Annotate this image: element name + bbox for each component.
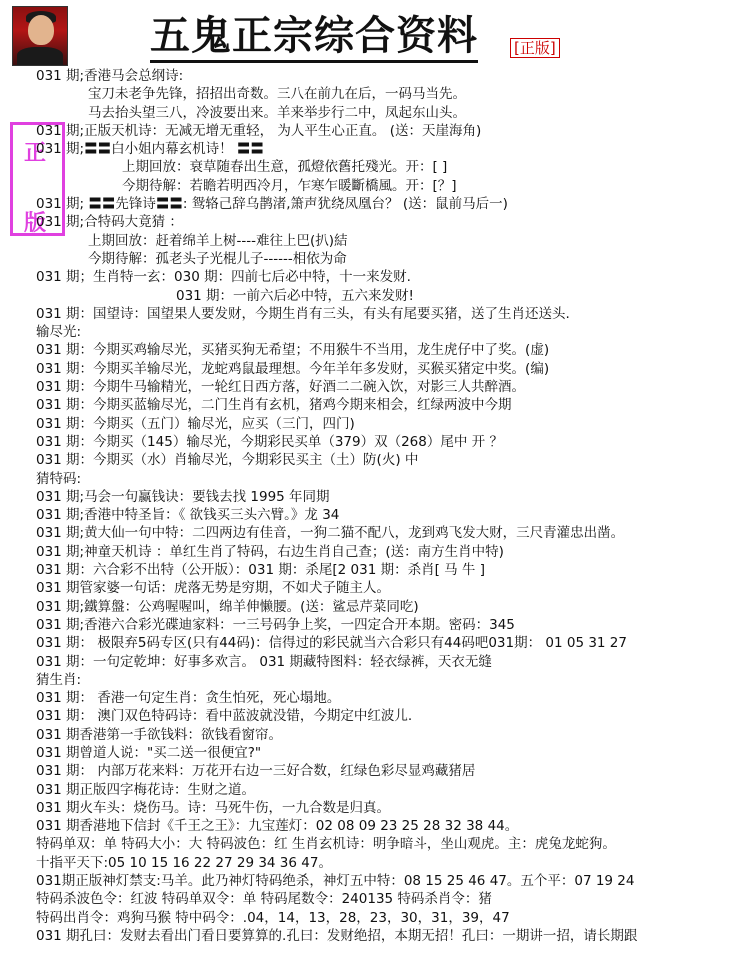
text-line: 031 期管家婆一句话：虎落无势是穷期，不如犬子随主人。 xyxy=(36,580,391,597)
edition-badge: [正版] xyxy=(510,38,560,58)
text-line: 031 期：六合彩不出特（公开版）：031 期：杀尾[2 031 期：杀肖[ 马 牛 ] xyxy=(36,562,485,579)
text-line: 031 期正版四字梅花诗：生财之道。 xyxy=(36,781,256,798)
text-line: 上期回放：赶着绵羊上树----难往上巴(扒)結 xyxy=(88,232,348,249)
text-line: 特码出肖令：鸡狗马猴 特中码令：.04，14，13，28，23，30，31，39，47 xyxy=(36,909,510,926)
text-line: 031 期;神童天机诗 ：单红生肖了特码，右边生肖自己查；(送：南方生肖中特) xyxy=(36,543,504,560)
page-title: 五鬼正宗综合资料 xyxy=(150,14,478,63)
avatar-photo xyxy=(12,6,68,66)
text-line: 031 期香港第一手欲钱料：欲钱看窗帘。 xyxy=(36,726,283,743)
text-line: 031 期孔曰：发财去看出门看日要算算的.孔曰：发财绝招，本期无招！孔曰：一期讲一招，请长期跟 xyxy=(36,927,638,944)
text-line: 031 期：今期买（水）肖输尽光，今期彩民买主（土）防(火) 中 xyxy=(36,452,419,469)
text-line: 031 期;香港六合彩光碟迪家料：一三号码争上奖，一四定合开本期。密码：345 xyxy=(36,616,515,633)
text-line: 031 期;鐵算盤：公鸡喔喔叫，绵羊伸懒腰。(送：鲨忌芹菜同吃) xyxy=(36,598,419,615)
text-line: 031 期：今期买蓝输尽光，二门生肖有玄机，猪鸡今期来相会，红绿两波中今期 xyxy=(36,397,512,414)
text-line: 031 期;〓〓白小姐内幕玄机诗！ 〓〓 xyxy=(36,141,264,158)
text-line: 031 期;黄大仙一句中特：二四两边有佳音，一狗二猫不配八，龙到鸡飞发大财，三尺青灌忠出凿。 xyxy=(36,525,625,542)
text-line: 031 期：今期买（五门）输尽光，应买（三门，四门) xyxy=(36,415,355,432)
text-line: 031 期;香港中特圣旨：《 欲钱买三头六臂。》龙 34 xyxy=(36,507,340,524)
side-mark-1: 正 xyxy=(24,141,47,166)
document-body xyxy=(36,67,736,945)
text-line: 031 期：一句定乾坤：好事多欢言。 031 期藏特图料：轻衣绿裤，天衣无缝 xyxy=(36,653,492,670)
text-line: 特码杀波色令：红波 特码单双令：单 特码尾数令：240135 特码杀肖令：猪 xyxy=(36,891,492,908)
text-line: 031 期： 内部万花来料：万花开右边一三好合数，红绿色彩尽显鸡藏猪居 xyxy=(36,763,476,780)
avatar-face xyxy=(28,15,54,45)
text-line: 猜生肖: xyxy=(36,671,82,688)
text-line: 031 期： 极限弃5码专区(只有44码)：信得过的彩民就当六合彩只有44码吧031期： 01 05 31 27 xyxy=(36,635,627,652)
text-line: 猜特码: xyxy=(36,470,82,487)
text-line: 今期待解：孤老头子光棍儿子------相依为命 xyxy=(88,250,347,267)
text-line: 宝刀未老争先锋，招招出奇数。三八在前九在后，一码马当先。 xyxy=(88,86,466,103)
text-line: 上期回放：衰草随春出生意，孤燈依舊托殘光。开：[ ] xyxy=(122,159,448,176)
text-line: 031 期： 澳门双色特码诗：看中蓝波就没错，今期定中红波儿. xyxy=(36,708,413,725)
text-line: 031期正版神灯禁支:马羊。此乃神灯特码绝杀，神灯五中特：08 15 25 46 47。五个平：07 19 24 xyxy=(36,873,635,890)
text-line: 031 期;马会一句赢钱诀：要钱去找 1995 年同期 xyxy=(36,488,330,505)
text-line: 031 期；生肖特一玄：030 期：四前七后必中特，十一来发财. xyxy=(36,269,411,286)
text-line: 031 期; 〓〓先锋诗〓〓: 鸳辂己辞乌鹊渚,箫声犹绕凤凰台？ (送：鼠前马后一) xyxy=(36,196,508,213)
text-line: 马去抬头望三八，冷波要出来。羊来举步行二中，凤起东山头。 xyxy=(88,104,466,121)
text-line: 031 期：今期买羊输尽光，龙蛇鸡鼠最理想。今年羊年多发财，买猴买猪定中奖。(编) xyxy=(36,360,550,377)
text-line: 031 期： 香港一句定生肖：贪生怕死，死心塌地。 xyxy=(36,690,341,707)
text-line: 十指平天下:05 10 15 16 22 27 29 34 36 47。 xyxy=(36,854,332,871)
text-line: 031 期;正版天机诗：无减无增无重轻， 为人平生心正直。 (送：天崖海角) xyxy=(36,122,482,139)
text-line: 031 期：国望诗：国望果人要发财，今期生肖有三头，有头有尾要买猪，送了生肖还送头. xyxy=(36,305,570,322)
text-line: 输尽光: xyxy=(36,324,82,341)
text-line: 031 期：今期买（145）输尽光，今期彩民买单（379）双（268）尾中 开 ？ xyxy=(36,433,503,450)
text-line: 031 期：今期牛马输精光，一轮红日西方落，好酒二二碗入饮，对影三人共醉酒。 xyxy=(36,379,526,396)
text-line: 031 期;香港马会总纲诗: xyxy=(36,68,184,84)
avatar-suit xyxy=(17,47,63,66)
text-line: 特码单双：单 特码大小：大 特码波色：红 生肖玄机诗：明争暗斗，坐山观虎。主：虎兔龙蛇狗。 xyxy=(36,836,616,853)
side-mark-2: 版 xyxy=(24,211,47,236)
text-line: 031 期火车头：烧伤马。诗：马死牛伤，一九合数是归真。 xyxy=(36,799,391,816)
text-line: 031 期曾道人说："买二送一很便宜?" xyxy=(36,744,262,761)
text-line: 031 期香港地下信封《千王之王》：九宝莲灯：02 08 09 23 25 28 32 38 44。 xyxy=(36,818,519,835)
text-line: 031 期：今期买鸡输尽光，买猪买狗无希望；不用猴牛不当用，龙生虎仔中了奖。(虚) xyxy=(36,342,550,359)
text-line: 031 期：一前六后必中特，五六来发财! xyxy=(176,287,414,304)
text-line: 031 期;合特码大竟猜 ： xyxy=(36,214,183,231)
text-line: 今期待解：若瞻若明西冷月，乍寒乍暖斷橋風。开：[？] xyxy=(122,177,457,194)
